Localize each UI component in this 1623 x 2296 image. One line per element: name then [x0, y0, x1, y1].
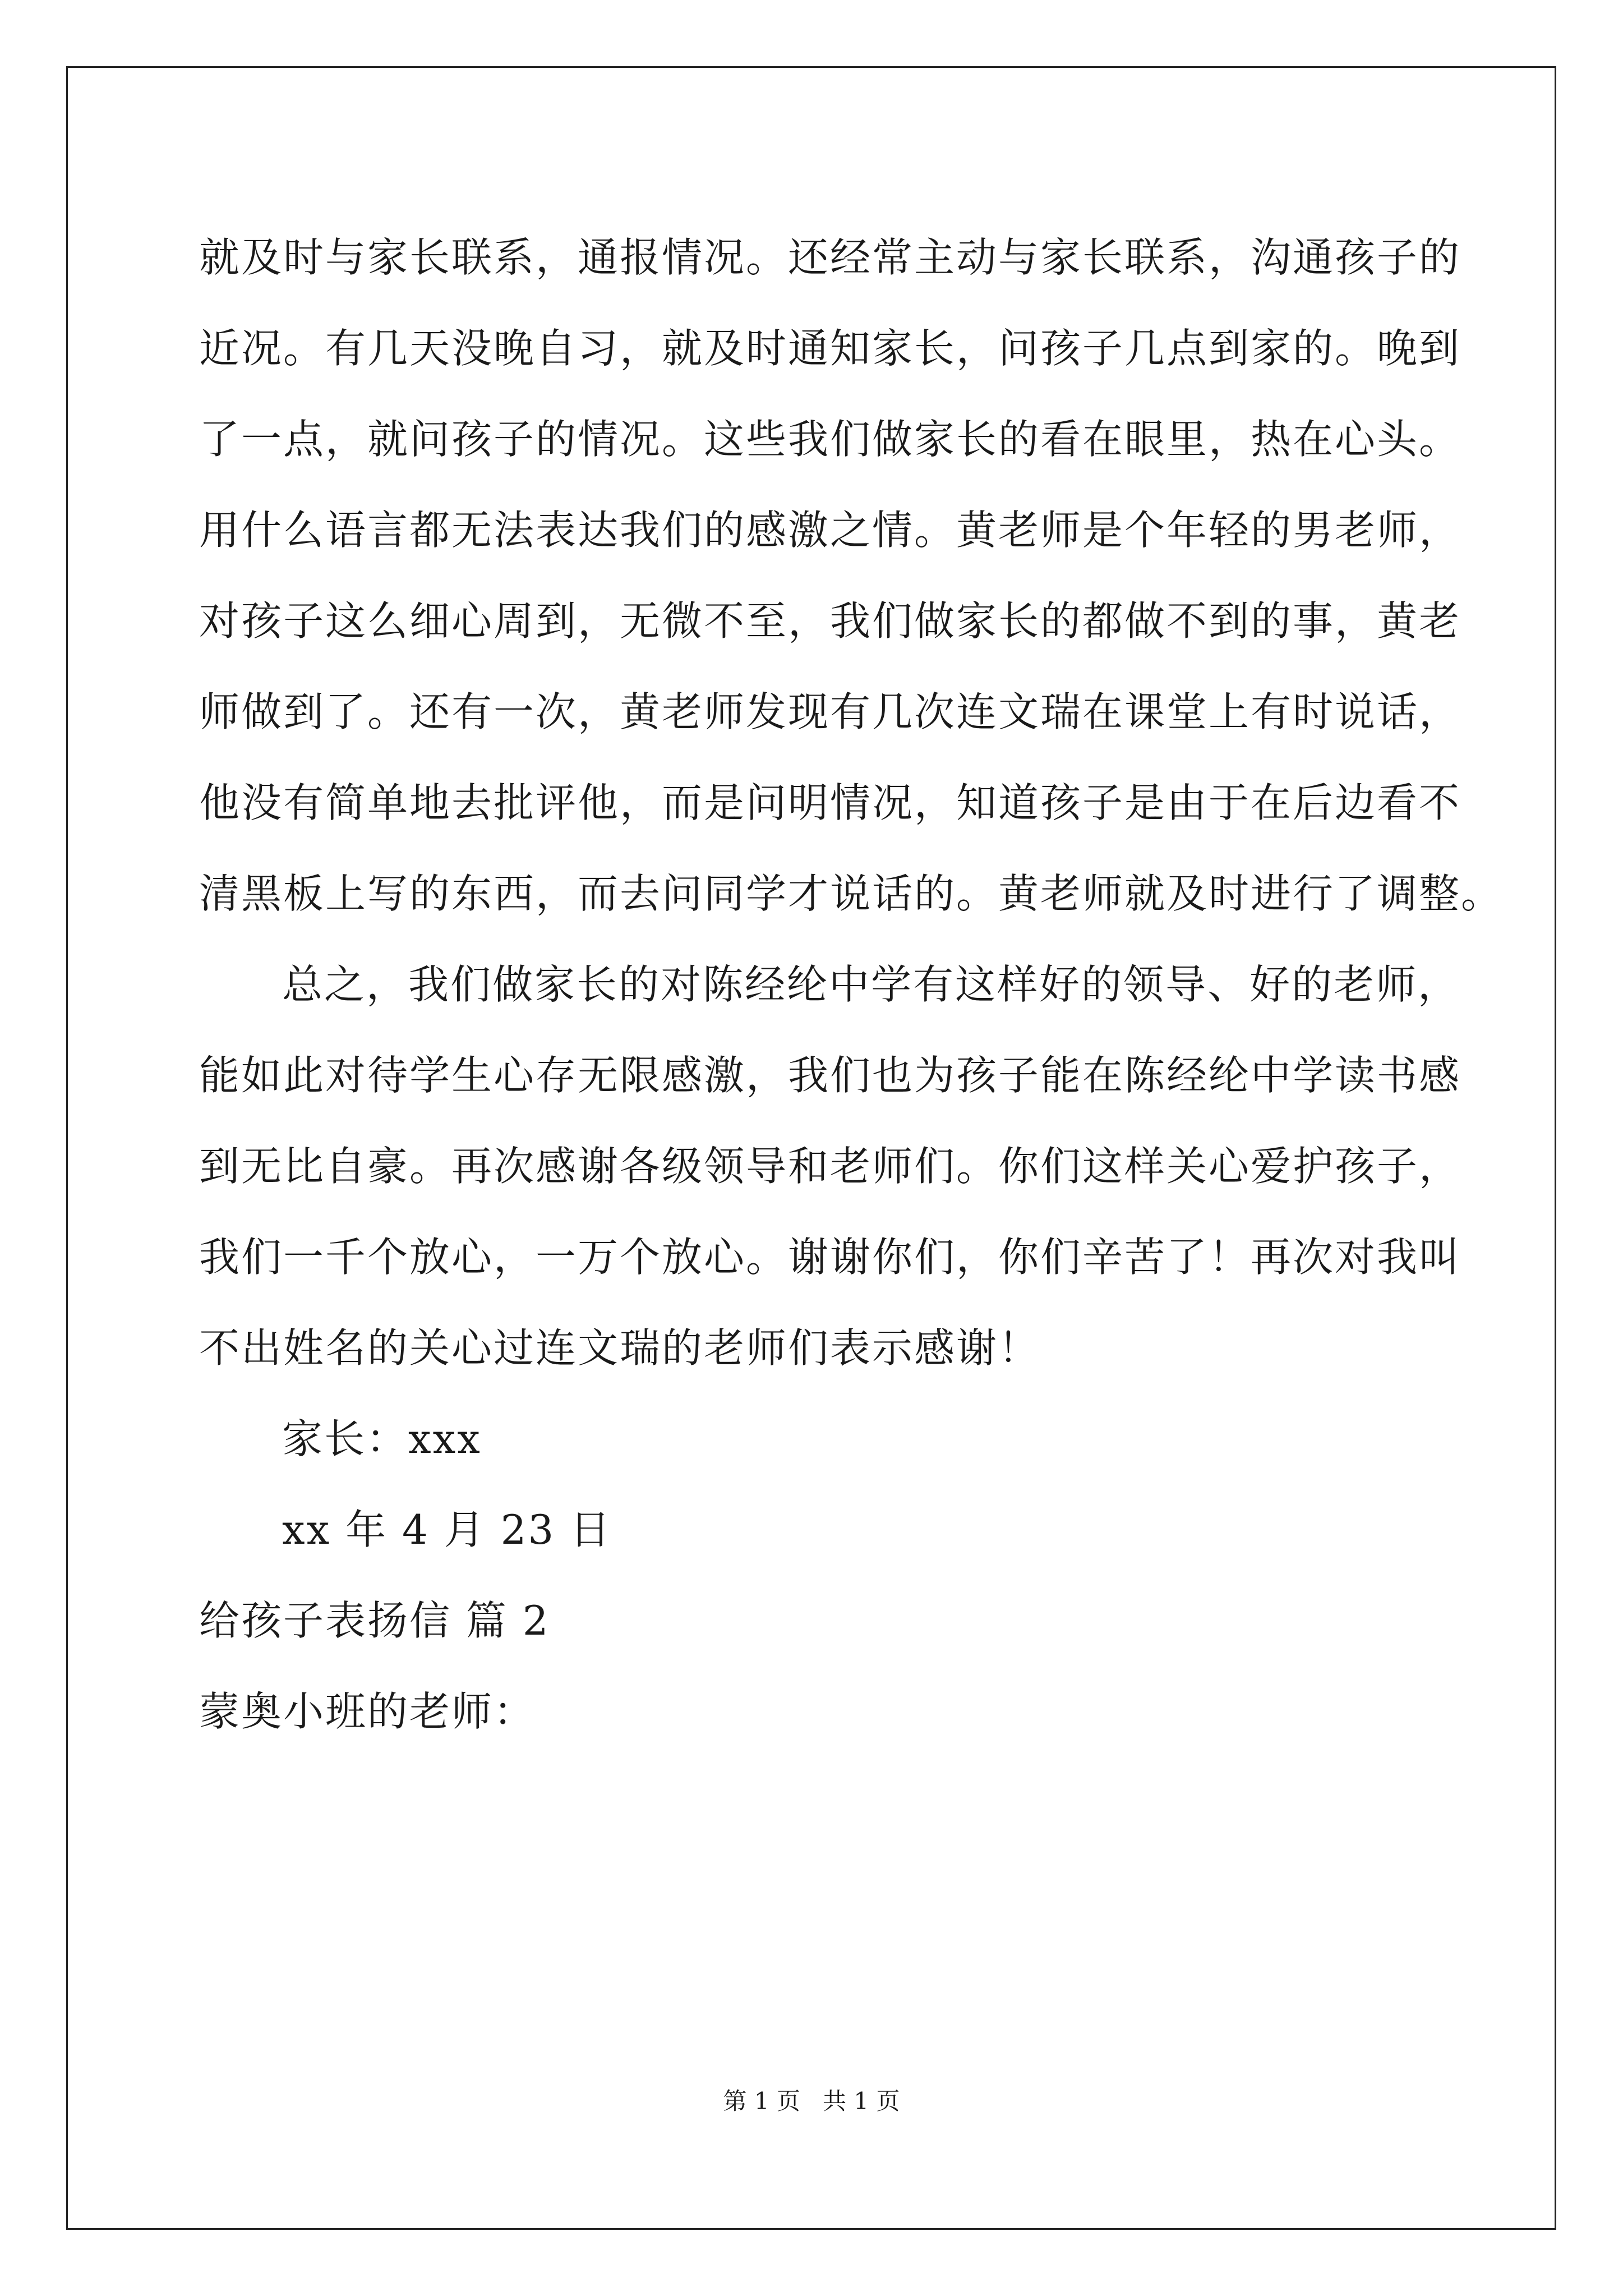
paragraph-line: 他没有简单地去批评他，而是问明情况，知道孩子是由于在后边看不	[199, 779, 1461, 826]
paragraph-line: 师做到了。还有一次，黄老师发现有几次连文瑞在课堂上有时说话，	[199, 688, 1461, 735]
paragraph-line: 用什么语言都无法表达我们的感激之情。黄老师是个年轻的男老师，	[199, 507, 1461, 554]
letter-body	[199, 212, 1504, 1757]
paragraph-line: 能如此对待学生心存无限感激，我们也为孩子能在陈经纶中学读书感	[199, 1052, 1461, 1099]
paragraph-line: 近况。有几天没晚自习，就及时通知家长，问孩子几点到家的。晚到	[199, 325, 1461, 372]
paragraph-line: 总之，我们做家长的对陈经纶中学有这样好的领导、好的老师，	[282, 961, 1460, 1008]
section-heading: 给孩子表扬信 篇 2	[199, 1597, 550, 1644]
page-number-footer: 第 1 页 共 1 页	[723, 2087, 900, 2115]
signature-parent: 家长：xxx	[282, 1415, 482, 1462]
salutation: 蒙奥小班的老师：	[199, 1688, 536, 1735]
paragraph-line: 清黑板上写的东西，而去问同学才说话的。黄老师就及时进行了调整。	[199, 870, 1504, 917]
paragraph-line: 就及时与家长联系，通报情况。还经常主动与家长联系，沟通孩子的	[199, 234, 1461, 281]
signature-date: xx 年 4 月 23 日	[282, 1506, 612, 1553]
paragraph-line: 到无比自豪。再次感谢各级领导和老师们。你们这样关心爱护孩子，	[199, 1143, 1461, 1190]
paragraph-line: 我们一千个放心，一万个放心。谢谢你们，你们辛苦了！再次对我叫	[199, 1234, 1461, 1281]
paragraph-line: 对孩子这么细心周到，无微不至，我们做家长的都做不到的事，黄老	[199, 597, 1461, 645]
paragraph-line: 不出姓名的关心过连文瑞的老师们表示感谢！	[199, 1324, 1041, 1372]
paragraph-line: 了一点，就问孩子的情况。这些我们做家长的看在眼里，热在心头。	[199, 416, 1461, 463]
